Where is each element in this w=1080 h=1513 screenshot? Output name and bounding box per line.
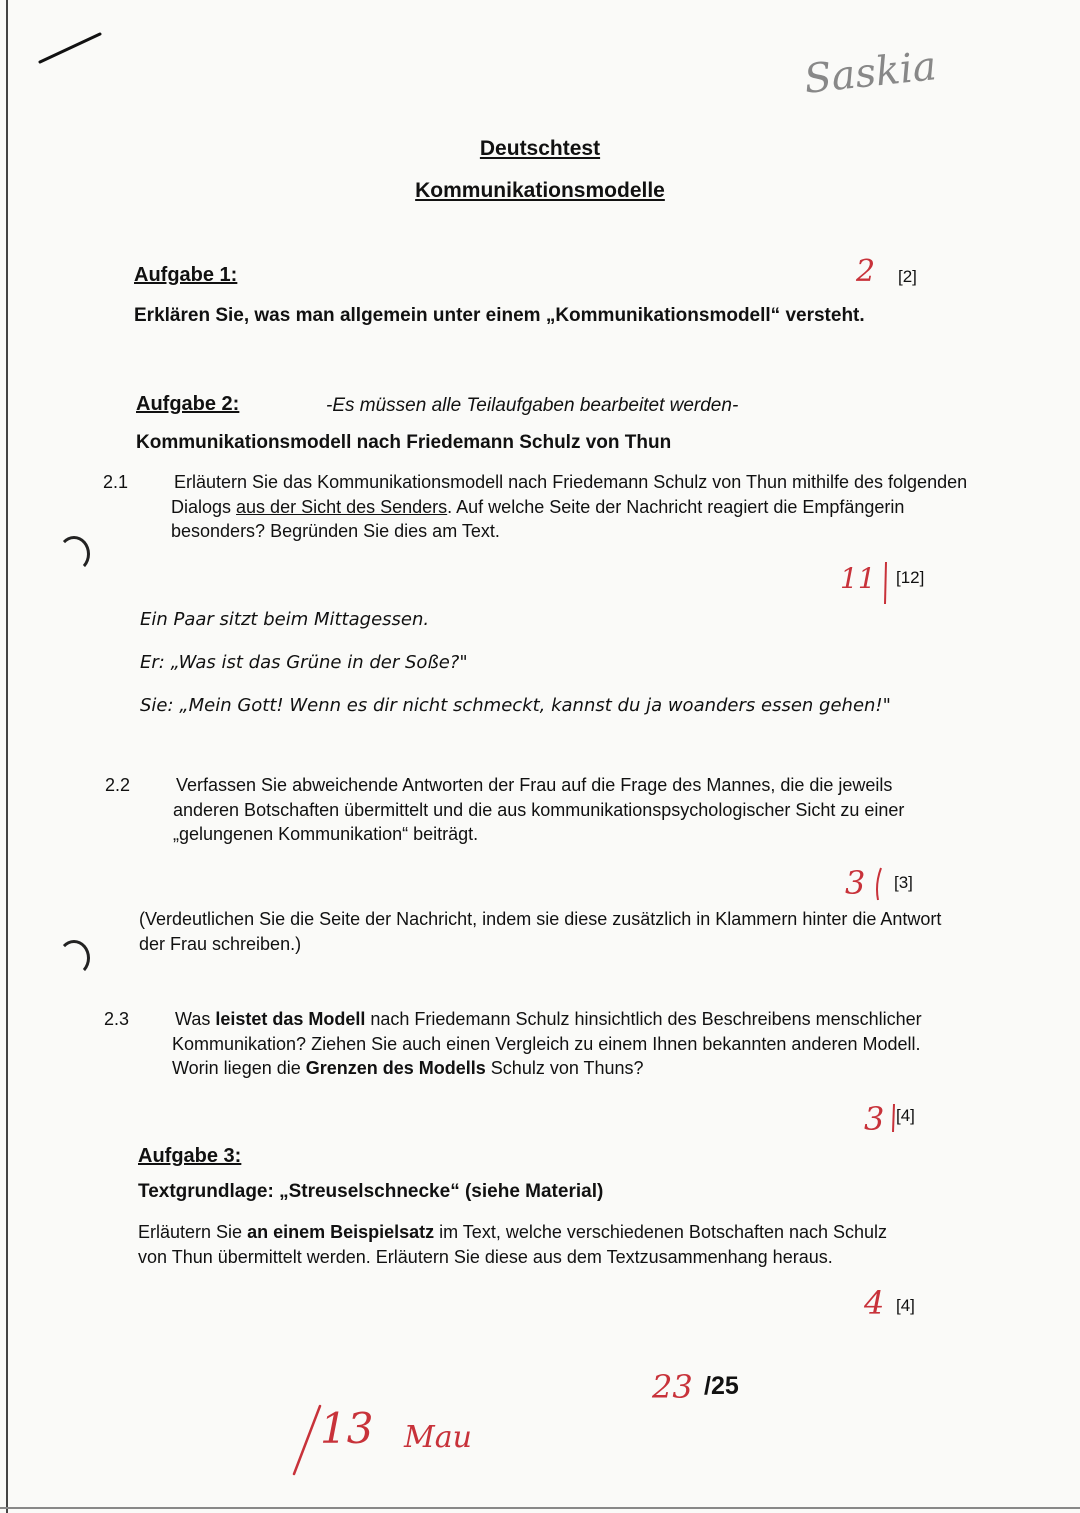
task2-1-points-max: [12] bbox=[896, 568, 925, 587]
task3-points-max: [4] bbox=[896, 1296, 915, 1315]
grade: 13 bbox=[320, 1404, 374, 1453]
total-points-max: /25 bbox=[704, 1372, 739, 1400]
page-left-edge bbox=[6, 0, 8, 1513]
task2-2-text: 2.2 Verfassen Sie abweichende Antworten der Frau auf die Frage des Mannes, die die jeweils anderen Botschaften übermittelt und die aus kommunikationspsychologischer Sicht zu einer „gelungenen Kommunikation“ beiträgt. bbox=[105, 775, 905, 844]
document-subtitle: Kommunikationsmodelle bbox=[415, 179, 665, 202]
dialog-line-man: Er: „Was ist das Grüne in der Soße?" bbox=[140, 652, 468, 673]
task2-note: -Es müssen alle Teilaufgaben bearbeitet werden- bbox=[326, 395, 739, 416]
task2-3-text: 2.3 Was leistet das Modell nach Friedemann Schulz hinsichtlich des Beschreibens menschlicher Kommunikation? Ziehen Sie auch einen Vergleich zu einem Ihnen bekannten anderen Modell. Worin liegen die Grenzen des Modells Schulz von Thuns? bbox=[104, 1009, 922, 1078]
task1-points-given: 2 bbox=[856, 254, 876, 289]
task2-3-bold-1: leistet das Modell bbox=[215, 1009, 366, 1029]
task2-2-points-max: [3] bbox=[894, 873, 913, 892]
task3-points-given: 4 bbox=[864, 1284, 885, 1322]
task2-2-points-given: 3 bbox=[845, 864, 866, 902]
student-name: Saskia bbox=[801, 43, 939, 103]
task2-subheading: Kommunikationsmodell nach Friedemann Schulz von Thun bbox=[136, 432, 672, 453]
task2-1-points-given: 11 bbox=[840, 562, 876, 595]
task1-heading: Aufgabe 1: bbox=[134, 264, 238, 286]
task1-question: Erklären Sie, was man allgemein unter einem „Kommunikationsmodell“ versteht. bbox=[134, 305, 865, 326]
task2-3-points-given: 3 bbox=[864, 1100, 885, 1138]
task3-bold: an einem Beispielsatz bbox=[247, 1222, 435, 1242]
task3-heading: Aufgabe 3: bbox=[138, 1145, 242, 1167]
points-divider-stroke bbox=[880, 560, 892, 606]
pen-stroke-mark bbox=[36, 28, 106, 68]
punch-hole-icon bbox=[58, 536, 90, 572]
document-title: Deutschtest bbox=[479, 137, 601, 160]
task2-1-text: 2.1 Erläutern Sie das Kommunikationsmodell nach Friedemann Schulz von Thun mithilfe des folgenden Dialogs aus der Sicht des Senders. Auf welche Seite der Nachricht reagiert die Empfängerin besonders? Begründen Sie dies am Text. bbox=[103, 472, 968, 541]
task3-text: Erläutern Sie an einem Beispielsatz im Text, welche verschiedenen Botschaften nach Schulz von Thun übermittelt werden. Erläutern Sie diese aus dem Textzusammenhang heraus. bbox=[138, 1222, 888, 1267]
points-divider-stroke bbox=[872, 866, 884, 902]
punch-hole-icon bbox=[58, 940, 90, 976]
task2-2-number: 2.2 bbox=[105, 775, 131, 795]
task2-3-points-max: [4] bbox=[896, 1106, 915, 1125]
task2-2-hint: (Verdeutlichen Sie die Seite der Nachricht, indem sie diese zusätzlich in Klammern hinter die Antwort der Frau schreiben.) bbox=[139, 909, 942, 954]
page-bottom-edge bbox=[0, 1507, 1080, 1509]
dialog-line-woman: Sie: „Mein Gott! Wenn es dir nicht schmeckt, kannst du ja woanders essen gehen!" bbox=[140, 695, 891, 716]
teacher-signature: Mau bbox=[404, 1420, 472, 1455]
task2-heading: Aufgabe 2: bbox=[136, 393, 240, 415]
task2-3-number: 2.3 bbox=[104, 1009, 130, 1029]
task2-1-underlined: aus der Sicht des Senders bbox=[236, 496, 448, 517]
dialog-intro: Ein Paar sitzt beim Mittagessen. bbox=[140, 609, 430, 630]
total-points-given: 23 bbox=[652, 1368, 693, 1406]
task3-basis: Textgrundlage: „Streuselschnecke“ (siehe Material) bbox=[138, 1181, 604, 1202]
task1-points-max: [2] bbox=[898, 267, 917, 286]
task2-3-bold-2: Grenzen des Modells bbox=[305, 1058, 486, 1078]
task2-1-number: 2.1 bbox=[103, 472, 129, 492]
